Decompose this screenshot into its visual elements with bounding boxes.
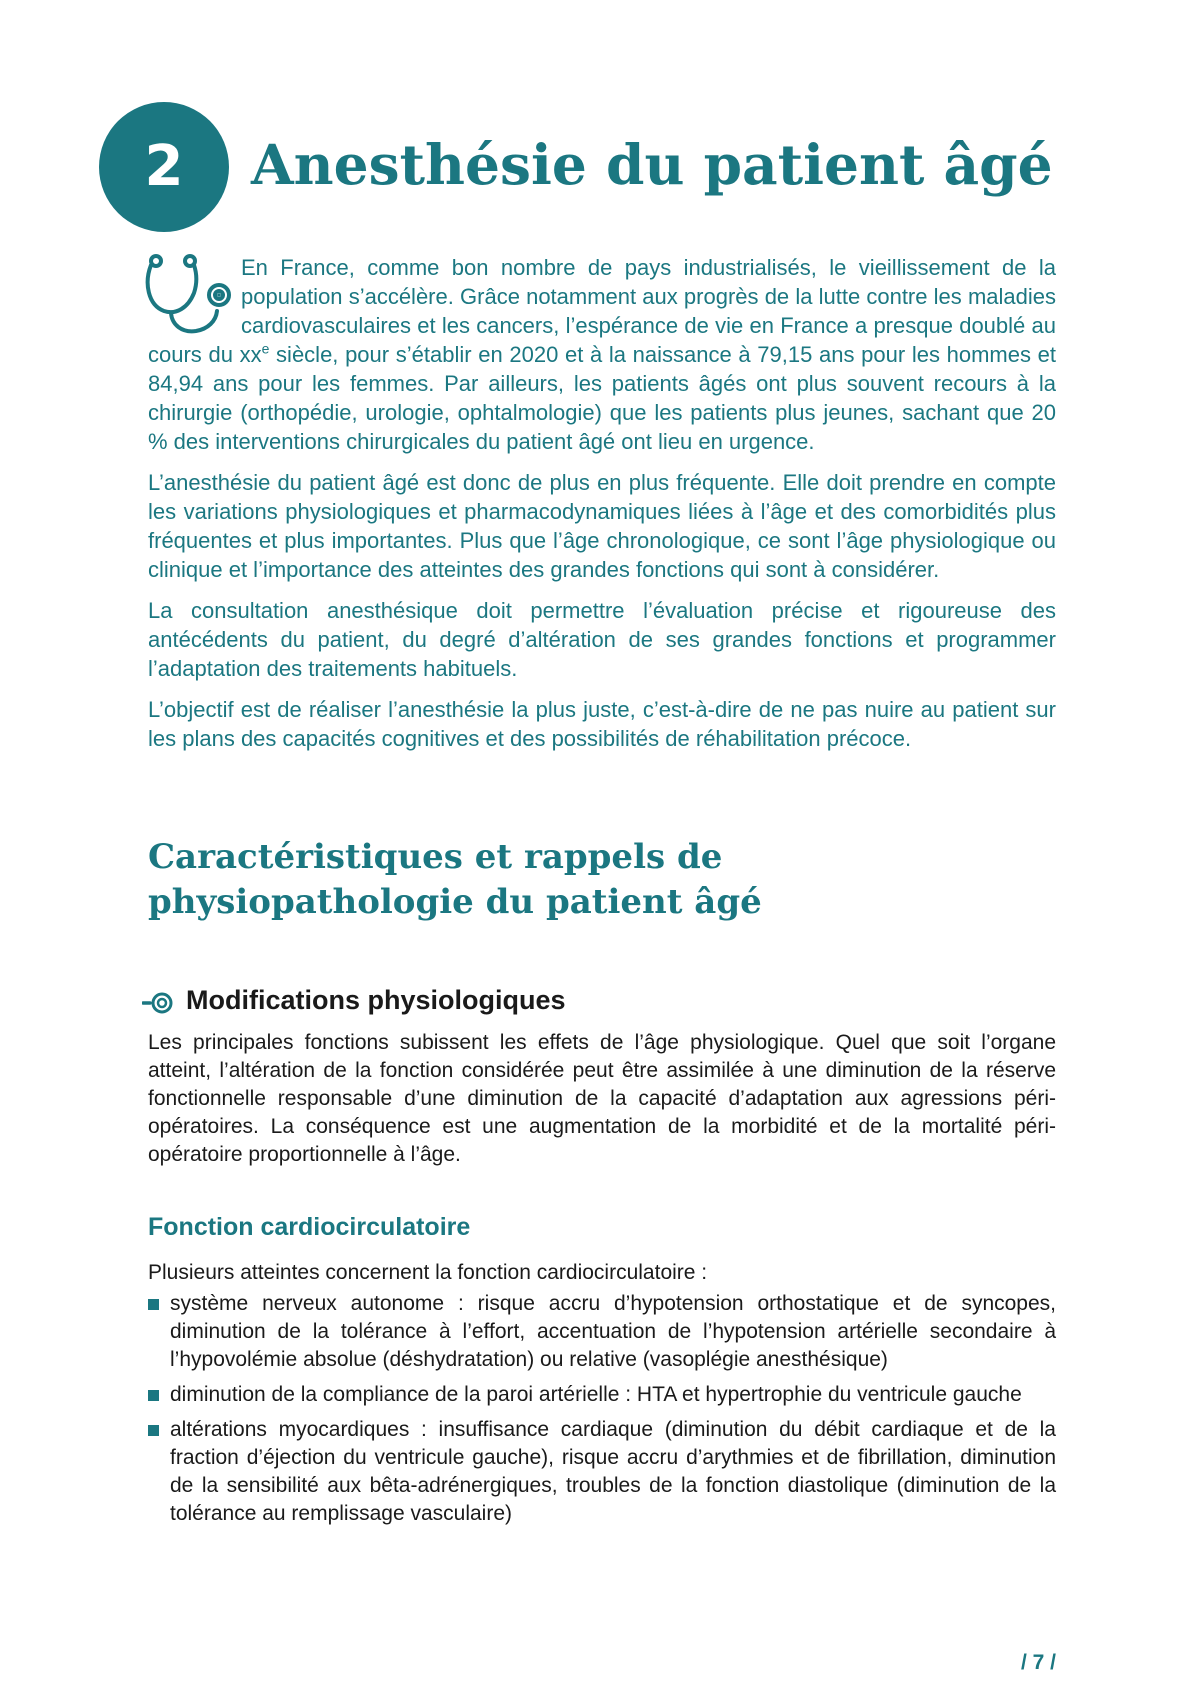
bullet-list (148, 1290, 1056, 1535)
intro-paragraph-1: En France, comme bon nombre de pays industrialisés, le vieillissement de la population s’accélère. Grâce notamment aux progrès de la lutte contre les maladies cardiovasculaires et les cancers, l’espérance de vie en France a presque doublé au cours du $xx^e$ siècle, pour s’établir en 2020 et à la naissance à 79,15 ans pour les hommes et 84,94 ans pour les femmes. Par ailleurs, les patients âgés ont plus souvent recours à la chirurgie (orthopédie, urologie, ophtalmologie) que les patients plus jeunes, sachant que 20 % des interventions chirurgicales du patient âgé ont lieu en urgence. (148, 253, 1056, 456)
intro-block (148, 253, 1056, 765)
target-icon (142, 988, 174, 1012)
list-item: système nerveux autonome : risque accru d’hypotension orthostatique et de syncopes, diminution de la tolérance à l’effort, accentuation de l’hypotension artérielle secondaire à l’hypovolémie absolue (déshydratation) ou relative (vasoplégie anesthésique) (148, 1290, 1056, 1374)
stethoscope-icon (144, 253, 241, 340)
intro-paragraph-2: L’anesthésie du patient âgé est donc de plus en plus fréquente. Elle doit prendre en compte les variations physiologiques et pharmacodynamiques liées à l’âge et des comorbidités plus fréquentes et plus importantes. Plus que l’âge chronologique, ce sont l’âge physiologique ou clinique et l’importance des atteintes des grandes fonctions qui sont à considérer. (148, 470, 1056, 582)
section-title: Caractéristiques et rappels de physiopathologie du patient âgé (148, 837, 762, 922)
square-bullet-icon (148, 1425, 159, 1436)
chapter-title: Anesthésie du patient âgé (251, 132, 1053, 197)
superscript: e (261, 340, 270, 357)
square-bullet-icon (148, 1390, 159, 1401)
page-number: / 7 / (1020, 1651, 1056, 1674)
subsection-title: Fonction cardiocirculatoire (148, 1213, 471, 1241)
subheading (142, 982, 566, 1018)
list-item: altérations myocardiques : insuffisance cardiaque (diminution du débit cardiaque et de la fraction d’éjection du ventricule gauche), risque accru d’arythmies et de fibrillation, diminution de la sensibilité aux bêta-adrénergiques, troubles de la fonction diastolique (diminution de la tolérance au remplissage vasculaire) (148, 1416, 1056, 1528)
intro-paragraph-3: La consultation anesthésique doit permettre l’évaluation précise et rigoureuse des antécédents du patient, du degré d’altération de ses grandes fonctions et programmer l’adaptation des traitements habituels. (148, 598, 1056, 681)
list-intro: Plusieurs atteintes concernent la fonction cardiocirculatoire : (148, 1261, 708, 1284)
intro-paragraph-4: L’objectif est de réaliser l’anesthésie la plus juste, c’est-à-dire de ne pas nuire au patient sur les plans des capacités cognitives et des possibilités de réhabilitation précoce. (148, 697, 1056, 751)
square-bullet-icon (148, 1299, 159, 1310)
subheading-label: Modifications physiologiques (186, 985, 566, 1015)
chapter-number-badge: 2 (99, 102, 229, 232)
body-paragraph: Les principales fonctions subissent les effets de l’âge physiologique. Quel que soit l’organe atteint, l’altération de la fonction considérée peut être assimilée à une diminution de la réserve fonctionnelle responsable d’une diminution de la capacité d’adaptation aux agressions péri-opératoires. La conséquence est une augmentation de la morbidité et de la mortalité péri-opératoire proportionnelle à l’âge. (148, 1031, 1056, 1166)
list-item: diminution de la compliance de la paroi artérielle : HTA et hypertrophie du ventricule gauche (148, 1381, 1056, 1409)
